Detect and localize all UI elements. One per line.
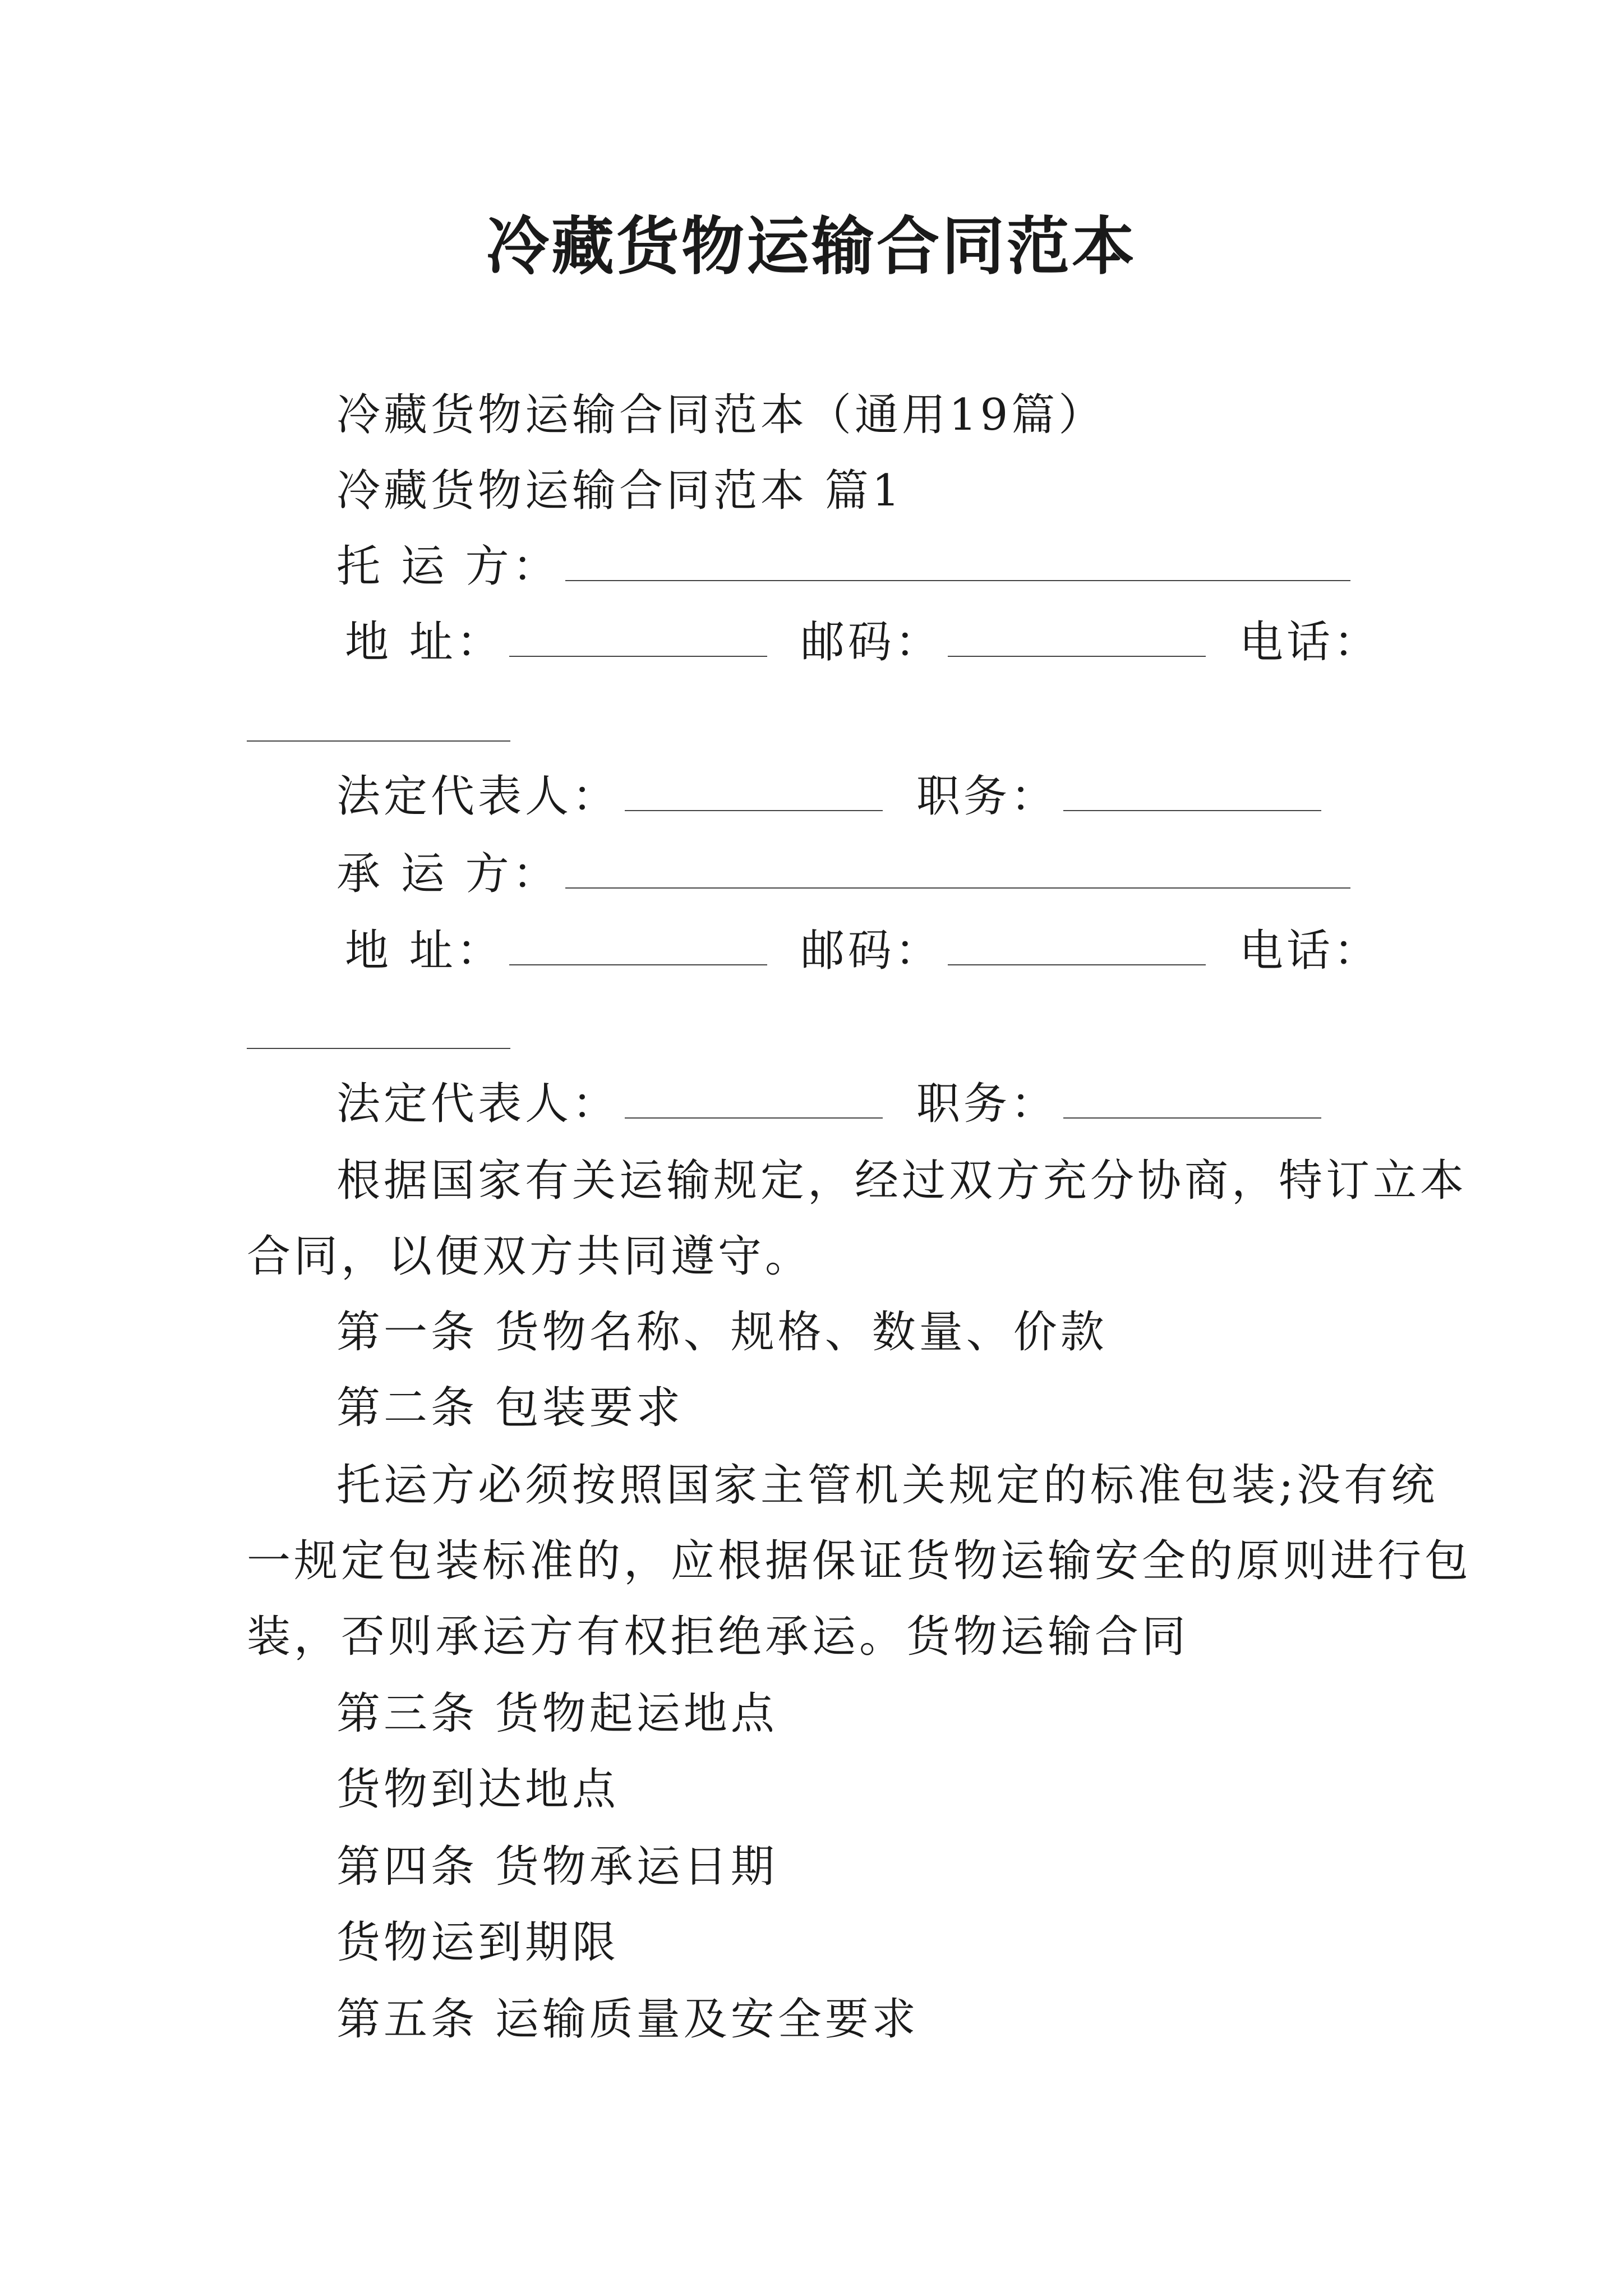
carrier-address-label: 地 址： (345, 926, 504, 976)
carrier-contact-row (345, 923, 1381, 979)
carrier-postcode-label: 邮码： (800, 926, 942, 976)
subtitle: 冷藏货物运输合同范本（通用19篇） (336, 390, 1106, 440)
shipper-postcode-label: 邮码： (800, 617, 942, 668)
shipper-position-field[interactable] (1063, 770, 1321, 811)
carrier-name-field[interactable] (565, 847, 1350, 889)
shipper-phone-label: 电话： (1239, 617, 1381, 668)
article-4: 第四条 货物承运日期 (336, 1842, 778, 1892)
article-2: 第二条 包装要求 (336, 1383, 684, 1433)
article-1: 第一条 货物名称、规格、数量、价款 (336, 1307, 1108, 1358)
document-title: 冷藏货物运输合同范本 (486, 210, 1137, 283)
shipper-position-label: 职务： (916, 771, 1058, 822)
carrier-phone-field[interactable] (247, 1048, 510, 1049)
packing-line-2: 一规定包装标准的，应根据保证货物运输安全的原则进行包 (247, 1536, 1472, 1586)
section-heading: 冷藏货物运输合同范本 篇1 (336, 466, 903, 516)
intro-line-2: 合同，以便双方共同遵守。 (247, 1231, 813, 1282)
carrier-legal-rep-field[interactable] (625, 1077, 883, 1119)
carrier-position-field[interactable] (1063, 1077, 1321, 1119)
carrier-position-label: 职务： (916, 1079, 1058, 1129)
shipper-name-field[interactable] (565, 540, 1350, 581)
shipper-legal-rep-label: 法定代表人： (336, 771, 620, 822)
shipper-row (336, 539, 1356, 595)
carrier-legal-rep-label: 法定代表人： (336, 1079, 620, 1129)
packing-line-1: 托运方必须按照国家主管机关规定的标准包装;没有统 (336, 1460, 1438, 1511)
arrival-place: 货物到达地点 (336, 1764, 620, 1815)
article-3: 第三条 货物起运地点 (336, 1688, 778, 1739)
carrier-postcode-field[interactable] (948, 924, 1206, 965)
carrier-address-field[interactable] (509, 924, 767, 965)
carrier-label: 承 运 方： (336, 849, 560, 899)
packing-line-3: 装，否则承运方有权拒绝承运。货物运输合同 (247, 1612, 1189, 1662)
shipper-postcode-field[interactable] (948, 615, 1206, 657)
shipper-contact-row (345, 614, 1381, 670)
shipper-phone-field[interactable] (247, 740, 510, 742)
shipper-label: 托 运 方： (336, 541, 560, 592)
article-5: 第五条 运输质量及安全要求 (336, 1994, 919, 2045)
carrier-phone-label: 电话： (1239, 926, 1381, 976)
arrival-deadline: 货物运到期限 (336, 1917, 620, 1968)
intro-line-1: 根据国家有关运输规定，经过双方充分协商，特订立本 (336, 1156, 1468, 1206)
carrier-row (336, 846, 1356, 902)
shipper-rep-row (336, 769, 1327, 825)
shipper-address-field[interactable] (509, 615, 767, 657)
carrier-rep-row (336, 1076, 1327, 1132)
shipper-address-label: 地 址： (345, 617, 504, 668)
shipper-legal-rep-field[interactable] (625, 770, 883, 811)
